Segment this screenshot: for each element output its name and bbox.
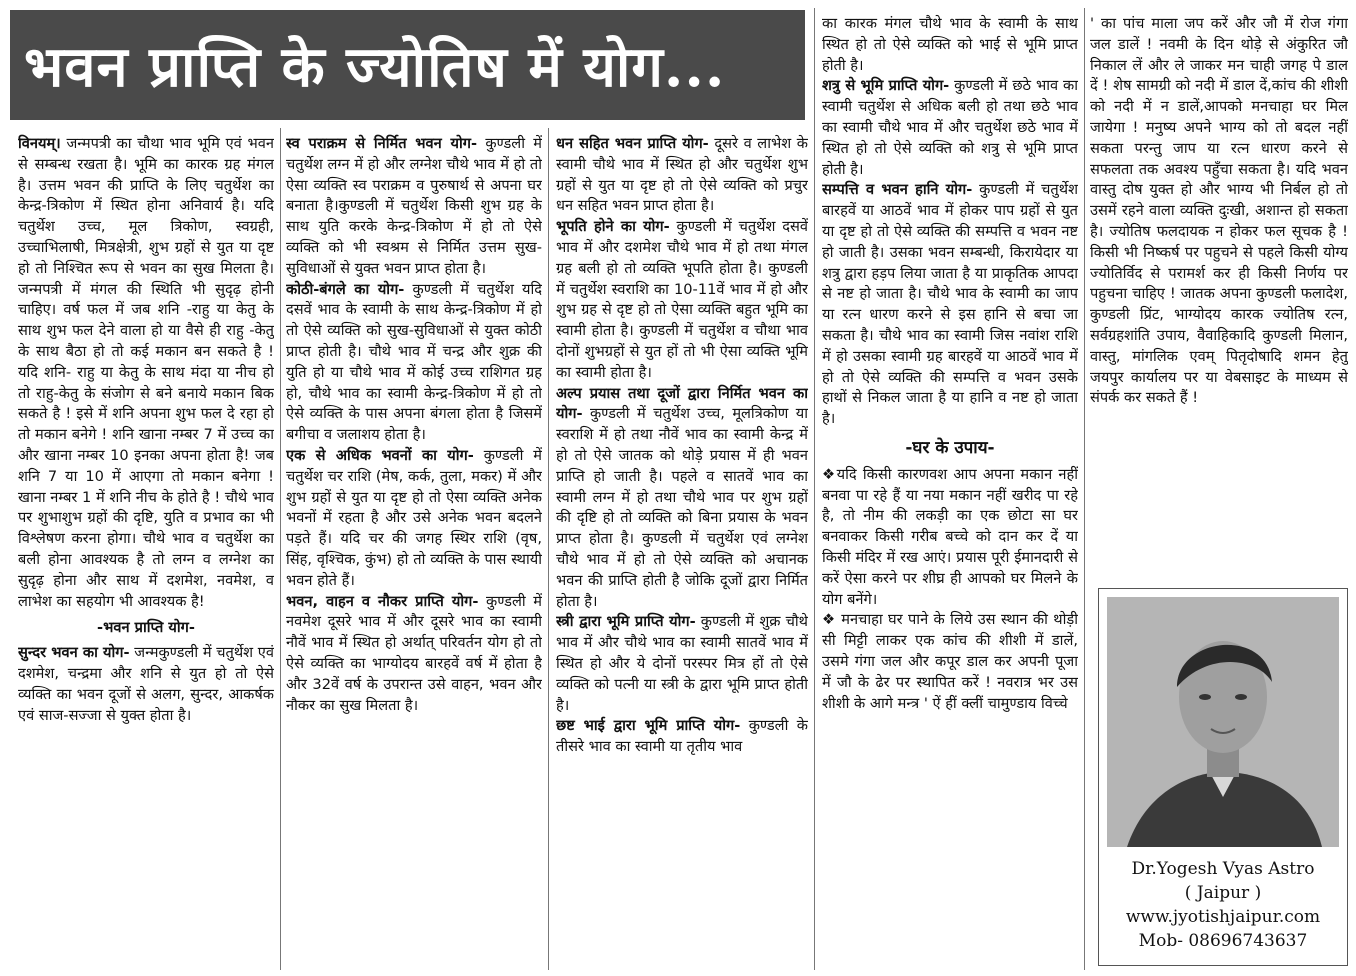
yoga-heading: सुन्दर भवन का योग- (18, 644, 130, 662)
article-column-2 (286, 134, 542, 970)
yoga-text: कुण्डली में चतुर्थेश यदि दसवें भाव के स्वामी के साथ केन्द्र-त्रिकोण में हो तो ऐसे व्यक्ति को सुख-सुविधाओं से युक्त कोठी प्राप्त होती है। चौथे भाव में चन्द्र और शुक्र की युति हो या चौथे भाव में कोई उच्च राशिगत ग्रह हो, चौथे भाव का स्वामी केन्द्र-त्रिकोण में हो तो ऐसे व्यक्ति के पास अपना बंगला होता है जिसमें बगीचा व जलाशय होता है। (286, 280, 542, 444)
column-divider (814, 8, 815, 970)
yoga-text: जन्मकुण्डली में चतुर्थेश एवं दशमेश, चन्द्रमा और शनि से युत हो तो ऐसे व्यक्ति का भवन दूजों से अलग, सुन्दर, आकर्षक एवं साज-सज्जा से युक्त होता है। (18, 644, 274, 724)
yoga-text: कुण्डली में चतुर्थेश उच्च, मूलत्रिकोण या स्वराशि में हो तथा नौवें भाव का स्वामी केन्द्र में हो तो ऐसे जातक को थोड़े प्रयास में ही भवन प्राप्ति हो जाती है। पहले व सातवें भाव का स्वामी लग्न में हो तथा चौथे भाव पर शुभ ग्रहों की दृष्टि हो तो व्यक्ति को बिना प्रयास के भवन प्राप्त होता है। कुण्डली में चतुर्थेश एवं लग्नेश चौथे भाव में हो तो ऐसे व्यक्ति को अचानक भवन की प्राप्ति होती है जोकि दूजों द्वारा निर्मित होता है। (556, 405, 808, 610)
contact-block (1099, 857, 1347, 953)
yoga-text: कुण्डली में नवमेश दूसरे भाव में और दूसरे भाव का स्वामी नौवें भाव में स्थित हो अर्थात् परिवर्तन योग हो तो ऐसे व्यक्ति का भाग्योदय बारहवें वर्ष में होता है और 32वें वर्ष के उपरान्त उसे वाहन, भवन और नौकर का सुख मिलता है। (286, 592, 542, 714)
column-divider (1084, 8, 1085, 970)
mobile-number: Mob- 08696743637 (1138, 931, 1308, 951)
article-column-5 (1090, 14, 1348, 584)
column-divider (280, 128, 281, 970)
yoga-text: कुण्डली में चतुर्थेश बारहवें या आठवें भाव में होकर पाप ग्रहों से युत या दृष्ट हो तो ऐसे व्यक्ति की सम्पत्ति व भवन नष्ट हो जाती है। उसका भवन सम्बन्धी, किरायेदार या शत्रु द्वारा हड़प लिया जाता है या प्राकृतिक आपदा से नष्ट हो जाता है। चौथे भाव के स्वामी का जाप या रत्न धारण करने से इस हानि से बचा जा सकता है। चौथे भाव का स्वामी जिस नवांश राशि में हो उसका स्वामी ग्रह बारहवें या आठवें भाव में हो तो ऐसे व्यक्ति की सम्पत्ति व भवन उसके हाथों से निकल जाता है या हानि व नष्ट हो जाता है। (822, 181, 1078, 428)
yoga-heading: एक से अधिक भवनों का योग- (286, 446, 474, 464)
yoga-heading: छष्ट भाई द्वारा भूमि प्राप्ति योग- (556, 717, 741, 735)
continued-text: का कारक मंगल चौथे भाव के स्वामी के साथ स्थित हो तो ऐसे व्यक्ति को भाई से भूमि प्राप्त होती है। (822, 15, 1078, 74)
yoga-heading: स्व पराक्रम से निर्मित भवन योग- (286, 135, 478, 152)
yoga-paragraph (822, 76, 1078, 180)
author-lead: विनयम्। (18, 135, 61, 152)
yoga-paragraph (556, 612, 808, 716)
yoga-paragraph (286, 280, 542, 446)
yoga-paragraph (556, 716, 808, 758)
portrait-icon (1107, 597, 1339, 847)
yoga-heading: शत्रु से भूमि प्राप्ति योग- (822, 77, 950, 95)
yoga-heading: कोठी-बंगले का योग- (286, 280, 405, 298)
yoga-text: कुण्डली में छठे भाव का स्वामी चतुर्थेश से अधिक बली हो तथा छठे भाव का स्वामी चौथे भाव में और चतुर्थेश छठे भाव में स्थित हो तो ऐसे व्यक्ति को शत्रु से भूमि प्राप्त होती है। (822, 77, 1078, 178)
yoga-text: कुण्डली के तीसरे भाव का स्वामी या तृतीय भाव (556, 717, 808, 756)
yoga-text: कुण्डली में चतुर्थेश दसवें भाव में और दशमेश चौथे भाव में हो तथा मंगल ग्रह बली हो तो व्यक्ति भूपति होता है। कुण्डली में चतुर्थेश स्वराशि का 10-11वें भाव में हो और शुभ ग्रह से दृष्ट हो तो ऐसा व्यक्ति बहुत भूमि का स्वामी होता है। कुण्डली में चतुर्थेश व चौथा भाव दोनों शुभग्रहों से युत हों तो भी ऐसा व्यक्ति भूमि का स्वामी होता है। (556, 218, 808, 381)
yoga-heading: भवन, वाहन व नौकर प्राप्ति योग- (286, 592, 479, 610)
website-link[interactable]: www.jyotishjaipur.com (1125, 907, 1321, 927)
title-banner (10, 10, 805, 120)
article-column-3 (556, 134, 808, 970)
yoga-heading: अल्प प्रयास तथा दूजों द्वारा निर्मित भवन का योग- (556, 384, 808, 423)
remedy-paragraph: ❖यदि किसी कारणवश आप अपना मकान नहीं बनवा पा रहे हैं या नया मकान नहीं खरीद पा रहे है, तो नीम की लकड़ी का एक छोटा सा घर बनवाकर किसी गरीब बच्चे को दान कर दें या किसी मंदिर में रख आएं। प्रयास पूरी ईमानदारी से करें ऐसा करने पर शीघ्र ही आपको घर मिलने के योग बनेंगे। (822, 465, 1078, 608)
yoga-text: दूसरे व लाभेश के स्वामी चौथे भाव में स्थित हो और चतुर्थेश शुभ ग्रहों से युत या दृष्ट हो तो ऐसे व्यक्ति को प्रचुर धन सहित भवन प्राप्त होता है। (556, 135, 808, 215)
author-photo (1107, 597, 1339, 847)
section-heading: -भवन प्राप्ति योग- (97, 619, 195, 637)
intro-paragraph (18, 134, 274, 612)
closing-paragraph: ' का पांच माला जप करें और जौ में रोज गंगा जल डालें ! नवमी के दिन थोड़े से अंकुरित जौ निकाल लें और ले जाकर मन चाही जगह पे डाल दें ! शेष सामग्री को नदी में डाल दें,कांच की शीशी को नदी में न डालें,आपको मनचाहा घर मिल जायेगा ! मनुष्य अपने भाग्य को तो बदल नहीं सकता परन्तु जाप या रत्न धारण करने से सफलता तक अवश्य पहुँचा सकता है। यदि भवन वास्तु दोष युक्त हो और भाग्य भी निर्बल हो तो उसमें रहने वाला व्यक्ति दुःखी, अशान्त हो सकता है। ज्योतिष फलदायक न होकर फल सूचक है ! किसी भी निष्कर्ष पर पहुचने से पहले किसी योग्य ज्योतिर्विद से परामर्श कर ही किसी निर्णय पर पहुचना चाहिए ! जातक अपना कुण्डली फलादेश, कुण्डली प्रिंट, भाग्योदय कारक ज्योतिष रत्न, सर्वग्रहशांति उपाय, वैवाहिकादि कुण्डली मिलान, वास्तु, मांगलिक एवम् पितृदोषादि शमन हेतु जयपुर कार्यालय पर या वेबसाइट के माध्यम से संपर्क कर सकते हैं ! (1090, 15, 1348, 407)
yoga-paragraph (822, 180, 1078, 430)
yoga-heading: भूपति होने का योग- (556, 218, 670, 236)
article-column-1 (18, 134, 274, 970)
yoga-paragraph (556, 217, 808, 383)
yoga-paragraph (556, 134, 808, 217)
column-divider (548, 128, 549, 970)
yoga-heading: धन सहित भवन प्राप्ति योग- (556, 135, 709, 152)
yoga-paragraph (18, 643, 274, 726)
yoga-paragraph (286, 592, 542, 717)
remedy-paragraph: ❖ मनचाहा घर पाने के लिये उस स्थान की थोड़ी सी मिट्टी लाकर एक कांच की शीशी में डालें, उसमे गंगा जल और कपूर डाल कर अपनी पूजा में जौ के ढेर पर स्थापित करें ! नवरात्र भर उस शीशी के आगे मन्त्र ' ऐं हीं क्लीं चामुण्डाय विच्चे (822, 611, 1078, 712)
yoga-paragraph (286, 446, 542, 592)
article-column-4 (822, 14, 1078, 970)
page-title: भवन प्राप्ति के ज्योतिष में योग... (24, 34, 726, 100)
author-card (1098, 588, 1348, 966)
remedy-heading: -घर के उपाय- (905, 437, 995, 458)
author-name: Dr.Yogesh Vyas Astro (1131, 859, 1315, 879)
intro-text: जन्मपत्री का चौथा भाव भूमि एवं भवन से सम्बन्ध रखता है। भूमि का कारक ग्रह मंगल है। उत्तम भवन की प्राप्ति के लिए चतुर्थेश का केन्द्र-त्रिकोण में स्थित होना अनिवार्य है। यदि चतुर्थेश उच्च, मूल त्रिकोण, स्वग्रही, उच्चाभिलाषी, मित्रक्षेत्री, शुभ ग्रहों से युत या दृष्ट हो तो निश्चित रूप से भवन का सुख मिलता है। जन्मपत्री में मंगल की स्थिति भी सुदृढ़ होनी चाहिए। वर्ष फल में जब शनि -राहु या केतु के साथ शुभ फल देने वाला हो या वैसे ही राहु -केतु के साथ बैठा हो तो कई मकान बन सकते है ! यदि शनि- राहु या केतु के साथ मंदा या नीच हो तो राहु-केतु के संजोग से बने बनाये मकान बिक सकते है ! इसे में शनि अपना शुभ फल दे रहा हो तो मकान बनेगे ! शनि खाना नम्बर 7 में उच्च का और खाना नम्बर 10 इनका अपना होता है! जब शनि 7 या 10 में आएगा तो मकान बनेगा ! खाना नम्बर 1 में शनि नीच के होते है ! चौथे भाव पर शुभाशुभ ग्रहों की दृष्टि, युति व प्रभाव का भी विश्लेषण करना होगा। चौथे भाव व चतुर्थेश का बली होना आवश्यक है तो लग्न व लग्नेश का सुदृढ़ होना और साथ में दशमेश, नवमेश, व लाभेश का सहयोग भी आवश्यक है! (18, 135, 274, 610)
yoga-heading: सम्पत्ति व भवन हानि योग- (822, 181, 973, 199)
yoga-text: कुण्डली में चतुर्थेश लग्न में हो और लग्नेश चौथे भाव में हो तो ऐसा व्यक्ति स्व पराक्रम व पुरुषार्थ से अपना घर बनाता है।कुण्डली में चतुर्थेश किसी शुभ ग्रह के साथ युति करके केन्द्र-त्रिकोण में हो तो ऐसे व्यक्ति को भी स्वश्रम से निर्मित उत्तम सुख-सुविधाओं से युक्त भवन प्राप्त होता है। (286, 135, 542, 277)
yoga-text: कुण्डली में चतुर्थेश चर राशि (मेष, कर्क, तुला, मकर) में और शुभ ग्रहों से युत या दृष्ट हो तो ऐसा व्यक्ति अनेक भवनों में रहता है और उसे अनेक भवन बदलने पड़ते हैं। यदि चर की जगह स्थिर राशि (वृष, सिंह, वृश्चिक, कुंभ) हो तो व्यक्ति के पास स्थायी भवन होते हैं। (286, 446, 542, 589)
author-city: ( Jaipur ) (1184, 883, 1262, 903)
yoga-paragraph (556, 384, 808, 613)
yoga-paragraph (286, 134, 542, 280)
yoga-heading: स्त्री द्वारा भूमि प्राप्ति योग- (556, 613, 696, 631)
yoga-text: कुण्डली में शुक्र चौथे भाव में और चौथे भाव का स्वामी सातवें भाव में स्थित हो और ये दोनों परस्पर मित्र हों तो ऐसे व्यक्ति को पत्नी या स्त्री के द्वारा भूमि प्राप्त होती है। (556, 613, 808, 714)
